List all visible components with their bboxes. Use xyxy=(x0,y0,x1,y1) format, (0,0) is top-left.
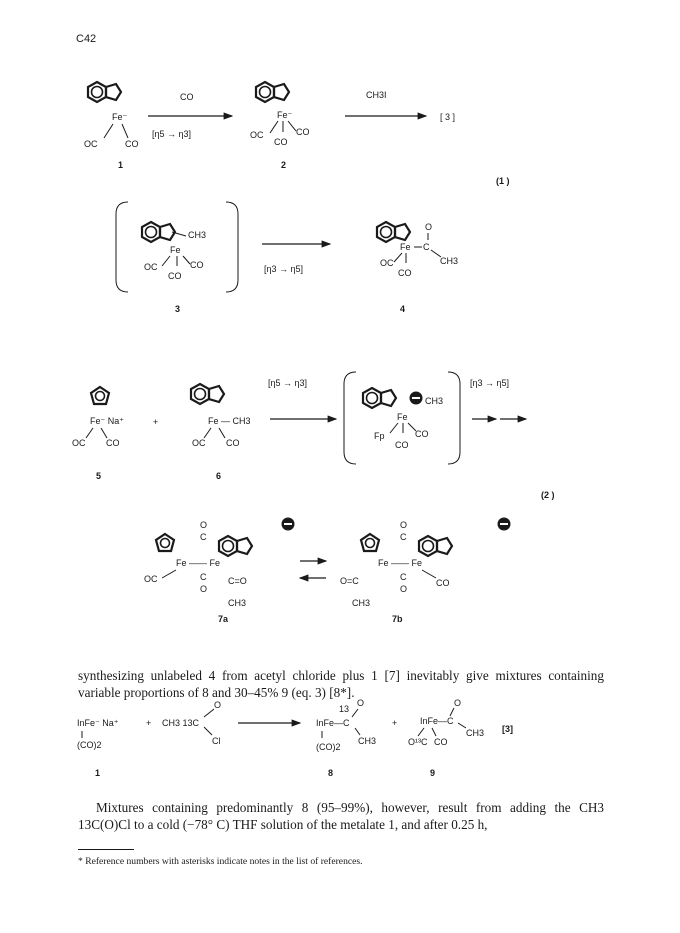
compound-label-8: 8 xyxy=(328,768,334,778)
ch3-label: CH3 xyxy=(352,598,371,608)
equation-label-3: [3] xyxy=(502,724,513,734)
footnote: * Reference numbers with asterisks indicate notes in the list of references. xyxy=(78,856,363,867)
compound-1 xyxy=(84,82,139,170)
co-label: CO xyxy=(274,137,288,147)
hapto-label: [η5 → η3] xyxy=(268,378,308,388)
c-label: C xyxy=(423,242,430,252)
compound-label-3: 3 xyxy=(175,304,181,314)
compound-1-salt xyxy=(77,718,119,778)
oc-label: OC xyxy=(144,262,158,272)
cl-label: Cl xyxy=(212,736,221,746)
co-label: CO xyxy=(415,429,429,439)
fe-label: Fe⁻ xyxy=(112,112,128,122)
co-label: CO xyxy=(106,438,120,448)
o-label: O xyxy=(400,584,408,594)
compound-7b xyxy=(340,520,452,624)
oc-label: OC xyxy=(72,438,86,448)
compound-label-2: 2 xyxy=(281,160,287,170)
ch3-label: CH3 xyxy=(440,256,459,266)
c-label: C xyxy=(400,572,407,582)
compound-2 xyxy=(250,82,310,170)
compound-9 xyxy=(408,698,484,778)
o-label: O xyxy=(357,698,365,708)
co-label: CO xyxy=(436,578,450,588)
label-13: 13 xyxy=(339,704,350,714)
co-label: CO xyxy=(434,737,448,747)
infe-c-label: InFe—C xyxy=(420,716,454,726)
fe-fe-label: Fe —— Fe xyxy=(378,558,423,568)
paragraph-1: synthesizing unlabeled 4 from acetyl chloride plus 1 [7] inevitably give mixtures containing variable proportions of 8 and 30–45% 9 (eq. 3) [8*]. xyxy=(78,668,604,700)
plus-sign: + xyxy=(392,718,398,728)
c-label: C xyxy=(400,532,407,542)
plus-sign: + xyxy=(153,417,159,427)
compound-6 xyxy=(191,384,251,481)
c-eq-o-label: C=O xyxy=(228,576,247,586)
compound-3 xyxy=(116,202,238,314)
hapto-label: [η3 → η5] xyxy=(470,378,510,388)
co2-label: (CO)2 xyxy=(77,740,102,750)
oc-label: OC xyxy=(84,139,98,149)
compound-8 xyxy=(316,698,376,778)
compound-label-4: 4 xyxy=(400,304,406,314)
compound-5 xyxy=(72,387,124,481)
plus-sign: + xyxy=(146,718,152,728)
ch3-label: CH3 xyxy=(358,736,377,746)
o-eq-c-label: O=C xyxy=(340,576,359,586)
fe-fe-label: Fe —— Fe xyxy=(176,558,221,568)
oc-label: OC xyxy=(144,574,158,584)
compound-label-7b: 7b xyxy=(392,614,403,624)
fp-label: Fp xyxy=(374,431,385,441)
ch3-label: CH3 xyxy=(228,598,247,608)
infe-c-label: InFe—C xyxy=(316,718,350,728)
compound-label-1: 1 xyxy=(118,160,124,170)
fe-label: Fe xyxy=(170,245,181,255)
paragraph-2: Mixtures containing predominantly 8 (95–99%), however, result from adding the CH3 13C(O)Cl to a cold (−78° C) THF solution of the metalate 1, and after 0.25 h, xyxy=(78,800,604,832)
co-label: CO xyxy=(168,271,182,281)
o-label: O xyxy=(200,584,208,594)
page-number: C42 xyxy=(76,33,97,45)
ch3-label: CH3 xyxy=(466,728,485,738)
co-label: CO xyxy=(226,438,240,448)
compound-7a xyxy=(144,520,252,624)
hapto-label: [η5 → η3] xyxy=(152,129,192,139)
compound-label-1b: 1 xyxy=(95,768,101,778)
co-label: CO xyxy=(190,260,204,270)
equation-label-2: (2 ) xyxy=(541,490,555,500)
c-label: C xyxy=(200,572,207,582)
equation-label-1: (1 ) xyxy=(496,176,510,186)
oc-label: OC xyxy=(250,130,264,140)
13c-o-label: O¹³C xyxy=(408,737,428,747)
compound-label-9: 9 xyxy=(430,768,436,778)
co2-label: (CO)2 xyxy=(316,742,341,752)
reagent-label: CH3 13C xyxy=(162,718,200,728)
fe-ch3-label: Fe — CH3 xyxy=(208,416,251,426)
reagent-co: CO xyxy=(180,92,194,102)
compound-label-6: 6 xyxy=(216,471,222,481)
compound-4 xyxy=(377,222,458,314)
na-salt-label: Fe⁻ Na⁺ xyxy=(90,416,125,426)
compound-label-7a: 7a xyxy=(218,614,229,624)
oc-label: OC xyxy=(380,258,394,268)
co-label: CO xyxy=(296,127,310,137)
oc-label: OC xyxy=(192,438,206,448)
infe-na-label: InFe⁻ Na⁺ xyxy=(77,718,119,728)
footnote-divider xyxy=(78,849,134,850)
intermediate-complex xyxy=(344,372,460,464)
reagent-ch3i: CH3I xyxy=(366,90,387,100)
o-label: O xyxy=(454,698,462,708)
bracket-3: [ 3 ] xyxy=(440,112,456,122)
o-label: O xyxy=(400,520,408,530)
ch3-label: CH3 xyxy=(188,230,207,240)
fe-label: Fe⁻ xyxy=(277,110,293,120)
compound-label-5: 5 xyxy=(96,471,102,481)
hapto-label: [η3 → η5] xyxy=(264,264,304,274)
co-label: CO xyxy=(398,268,412,278)
c-label: C xyxy=(200,532,207,542)
o-label: O xyxy=(200,520,208,530)
ch3-label: CH3 xyxy=(425,396,444,406)
co-label: CO xyxy=(125,139,139,149)
fe-label: Fe xyxy=(400,242,411,252)
o-label: O xyxy=(425,222,433,232)
fe-label: Fe xyxy=(397,412,408,422)
acetyl-chloride xyxy=(162,700,221,746)
co-label: CO xyxy=(395,440,409,450)
o-label: O xyxy=(214,700,222,710)
